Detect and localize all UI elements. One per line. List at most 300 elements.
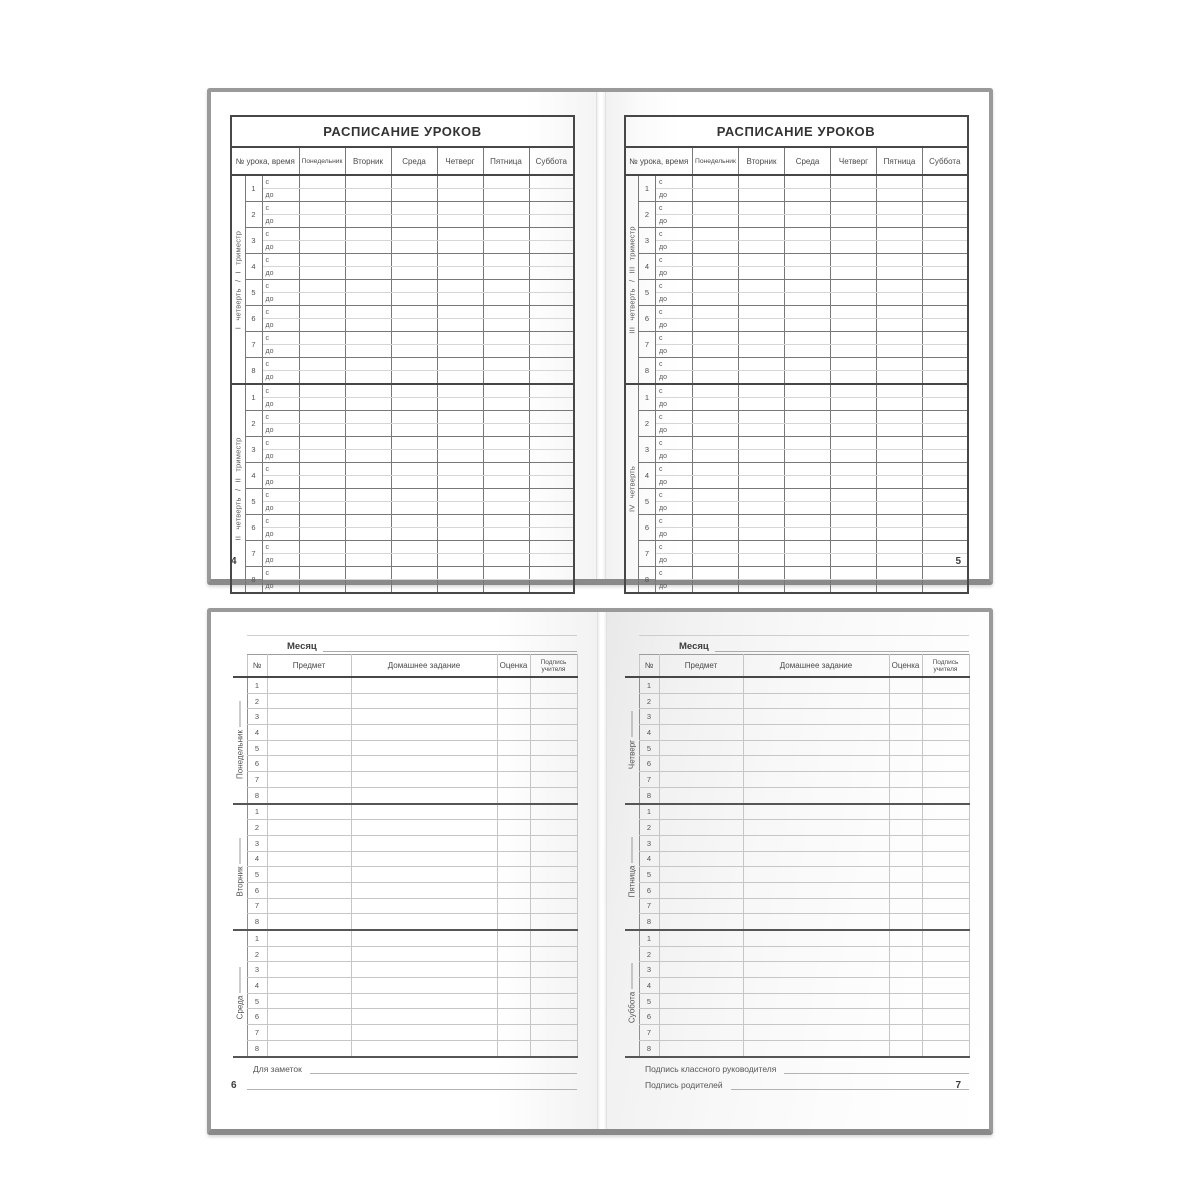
timetable-cell (785, 489, 831, 502)
timetable-cell (299, 541, 345, 554)
timetable-cell (923, 580, 968, 594)
timetable-cell (437, 241, 483, 254)
timetable-cell (693, 254, 739, 267)
row-number: 7 (639, 898, 659, 914)
homework-cell (267, 882, 351, 898)
timetable-cell (923, 358, 968, 371)
timetable-cell (299, 515, 345, 528)
row-number: 4 (639, 978, 659, 994)
homework-cell (497, 677, 530, 693)
timetable-spread (207, 88, 993, 590)
homework-cell (530, 1040, 577, 1056)
homework-cell (922, 1025, 969, 1041)
timetable-cell (299, 371, 345, 385)
homework-cell (351, 677, 497, 693)
time-to-cell: до (262, 528, 299, 541)
row-number: 8 (639, 914, 659, 930)
homework-cell (889, 835, 922, 851)
lesson-number: 4 (245, 254, 262, 280)
row-number: 5 (639, 993, 659, 1009)
homework-cell (922, 914, 969, 930)
timetable-cell (483, 306, 529, 319)
timetable-cell (391, 345, 437, 358)
timetable-cell (831, 489, 877, 502)
homework-cell (922, 693, 969, 709)
row-number: 6 (247, 882, 267, 898)
timetable-cell (437, 554, 483, 567)
row-number: 2 (247, 946, 267, 962)
timetable-cell (739, 502, 785, 515)
timetable-cell (693, 567, 739, 580)
lesson-number: 8 (639, 567, 656, 594)
homework-cell (497, 1040, 530, 1056)
footer-row (247, 1074, 577, 1090)
time-from-cell: с (656, 254, 693, 267)
timetable-cell (391, 215, 437, 228)
homework-cell (922, 946, 969, 962)
timetable-cell (299, 202, 345, 215)
timetable-cell (529, 228, 574, 241)
timetable-cell (785, 384, 831, 398)
month-write-line (323, 641, 577, 652)
timetable-cell (437, 463, 483, 476)
homework-cell (889, 740, 922, 756)
timetable-cell (529, 267, 574, 280)
timetable-cell (785, 202, 831, 215)
homework-cell (267, 709, 351, 725)
page-number: 7 (955, 1080, 961, 1091)
homework-cell (659, 898, 743, 914)
row-number: 2 (247, 820, 267, 836)
column-header: № (639, 655, 659, 678)
timetable-cell (391, 463, 437, 476)
homework-cell (267, 756, 351, 772)
timetable-cell (785, 293, 831, 306)
homework-cell (743, 882, 889, 898)
timetable-cell (923, 541, 968, 554)
homework-cell (497, 978, 530, 994)
lesson-number: 6 (639, 515, 656, 541)
timetable-cell (877, 215, 923, 228)
homework-cell (351, 914, 497, 930)
homework-table (233, 654, 578, 1058)
day-label: Среда (235, 935, 244, 1051)
day-header: Понедельник (693, 147, 739, 175)
timetable-cell (785, 437, 831, 450)
lesson-number: 1 (639, 384, 656, 411)
timetable-cell (693, 215, 739, 228)
timetable-cell (877, 254, 923, 267)
quarter-label-cell (231, 175, 245, 384)
timetable-cell (877, 554, 923, 567)
footer-label: Для заметок (253, 1063, 302, 1074)
day-label-cell (233, 804, 247, 931)
timetable-cell (831, 280, 877, 293)
homework-cell (497, 946, 530, 962)
lesson-number: 3 (245, 437, 262, 463)
timetable-cell (877, 476, 923, 489)
timetable-cell (345, 450, 391, 463)
row-number: 3 (639, 709, 659, 725)
homework-cell (659, 677, 743, 693)
timetable-cell (529, 175, 574, 189)
page-4-timetable (211, 92, 596, 590)
homework-cell (889, 978, 922, 994)
row-number: 1 (639, 804, 659, 820)
lesson-number: 8 (639, 358, 656, 385)
lesson-number: 5 (639, 489, 656, 515)
timetable-cell (437, 202, 483, 215)
timetable-cell (345, 280, 391, 293)
time-from-cell: с (656, 306, 693, 319)
day-label-cell (233, 677, 247, 804)
homework-cell (743, 693, 889, 709)
time-to-cell: до (656, 319, 693, 332)
time-from-cell: с (656, 411, 693, 424)
homework-cell (659, 867, 743, 883)
timetable-cell (831, 371, 877, 385)
timetable-cell (739, 175, 785, 189)
day-column-header (233, 655, 247, 678)
timetable-cell (739, 476, 785, 489)
homework-cell (889, 1025, 922, 1041)
homework-cell (922, 772, 969, 788)
timetable-cell (923, 502, 968, 515)
row-number: 3 (639, 835, 659, 851)
timetable-table (230, 115, 575, 594)
time-to-cell: до (262, 450, 299, 463)
timetable-cell (299, 476, 345, 489)
homework-cell (889, 867, 922, 883)
column-header: Оценка (889, 655, 922, 678)
homework-cell (497, 851, 530, 867)
day-write-line (239, 837, 240, 863)
homework-cell (267, 930, 351, 946)
timetable-cell (483, 463, 529, 476)
timetable-cell (391, 398, 437, 411)
timetable-cell (739, 450, 785, 463)
time-from-cell: с (656, 228, 693, 241)
homework-cell (889, 914, 922, 930)
timetable-cell (437, 267, 483, 280)
timetable-cell (437, 371, 483, 385)
timetable-cell (831, 437, 877, 450)
homework-cell (743, 709, 889, 725)
homework-cell (889, 787, 922, 803)
row-number: 4 (639, 725, 659, 741)
timetable-cell (483, 567, 529, 580)
column-header: Домашнее задание (743, 655, 889, 678)
timetable-cell (877, 411, 923, 424)
timetable-cell (739, 463, 785, 476)
timetable-cell (877, 175, 923, 189)
homework-cell (743, 851, 889, 867)
homework-cell (497, 882, 530, 898)
timetable-cell (529, 489, 574, 502)
timetable-cell (483, 293, 529, 306)
footer-write-line (731, 1080, 969, 1090)
timetable-cell (299, 580, 345, 594)
timetable-cell (831, 306, 877, 319)
homework-cell (743, 804, 889, 820)
row-number: 7 (247, 1025, 267, 1041)
lesson-number: 8 (245, 358, 262, 385)
timetable-cell (785, 358, 831, 371)
timetable-cell (831, 332, 877, 345)
row-number: 4 (247, 851, 267, 867)
timetable-cell (877, 398, 923, 411)
homework-cell (267, 898, 351, 914)
timetable-cell (693, 463, 739, 476)
row-number: 8 (247, 787, 267, 803)
homework-cell (267, 693, 351, 709)
timetable-cell (831, 293, 877, 306)
timetable-cell (785, 319, 831, 332)
timetable-cell (345, 319, 391, 332)
homework-cell (497, 898, 530, 914)
timetable-cell (923, 424, 968, 437)
timetable-cell (877, 384, 923, 398)
time-to-cell: до (656, 450, 693, 463)
timetable-cell (785, 424, 831, 437)
timetable-cell (693, 332, 739, 345)
timetable-cell (299, 267, 345, 280)
day-label-cell (625, 804, 639, 931)
timetable-cell (529, 398, 574, 411)
timetable-cell (437, 424, 483, 437)
timetable-cell (785, 398, 831, 411)
homework-cell (922, 882, 969, 898)
timetable-cell (831, 515, 877, 528)
row-number: 8 (247, 914, 267, 930)
day-write-line (239, 701, 240, 727)
timetable-cell (529, 202, 574, 215)
homework-cell (267, 740, 351, 756)
timetable-cell (831, 476, 877, 489)
time-from-cell: с (262, 280, 299, 293)
timetable-cell (437, 345, 483, 358)
homework-cell (922, 993, 969, 1009)
homework-cell (530, 677, 577, 693)
timetable-cell (345, 254, 391, 267)
time-to-cell: до (656, 580, 693, 594)
homework-cell (743, 725, 889, 741)
timetable-cell (923, 202, 968, 215)
homework-cell (267, 725, 351, 741)
homework-cell (659, 693, 743, 709)
timetable-cell (877, 189, 923, 202)
homework-cell (743, 978, 889, 994)
time-from-cell: с (262, 515, 299, 528)
timetable-cell (437, 175, 483, 189)
timetable-cell (345, 554, 391, 567)
timetable-cell (391, 371, 437, 385)
timetable-cell (299, 228, 345, 241)
timetable-cell (345, 358, 391, 371)
timetable-cell (391, 450, 437, 463)
timetable-cell (345, 202, 391, 215)
time-to-cell: до (656, 267, 693, 280)
timetable-cell (299, 528, 345, 541)
homework-cell (267, 820, 351, 836)
timetable-cell (299, 332, 345, 345)
timetable-cell (345, 371, 391, 385)
row-number: 4 (247, 978, 267, 994)
timetable-cell (785, 189, 831, 202)
timetable-cell (923, 450, 968, 463)
timetable-cell (345, 228, 391, 241)
timetable-cell (529, 358, 574, 371)
row-number: 1 (639, 677, 659, 693)
homework-cell (351, 1040, 497, 1056)
timetable-cell (831, 175, 877, 189)
timetable-cell (739, 202, 785, 215)
row-number: 6 (247, 756, 267, 772)
book-seam (597, 612, 607, 1129)
time-to-cell: до (262, 424, 299, 437)
row-number: 3 (639, 962, 659, 978)
timetable-cell (923, 319, 968, 332)
lesson-time-header: № урока, время (625, 147, 693, 175)
timetable-cell (483, 358, 529, 371)
timetable-cell (345, 476, 391, 489)
time-to-cell: до (262, 398, 299, 411)
timetable-cell (739, 541, 785, 554)
homework-cell (922, 804, 969, 820)
timetable-cell (923, 215, 968, 228)
timetable-cell (693, 175, 739, 189)
timetable-cell (345, 345, 391, 358)
homework-cell (267, 867, 351, 883)
timetable-cell (923, 345, 968, 358)
homework-cell (530, 978, 577, 994)
time-from-cell: с (656, 489, 693, 502)
homework-cell (267, 1009, 351, 1025)
time-to-cell: до (262, 345, 299, 358)
timetable-cell (785, 554, 831, 567)
homework-cell (351, 740, 497, 756)
timetable-cell (345, 332, 391, 345)
timetable-cell (299, 345, 345, 358)
homework-cell (659, 914, 743, 930)
timetable-cell (483, 189, 529, 202)
homework-cell (267, 772, 351, 788)
time-from-cell: с (262, 254, 299, 267)
timetable-cell (877, 228, 923, 241)
time-to-cell: до (656, 502, 693, 515)
timetable-cell (345, 489, 391, 502)
row-number: 8 (639, 1040, 659, 1056)
timetable-cell (529, 371, 574, 385)
timetable-cell (345, 241, 391, 254)
time-from-cell: с (656, 384, 693, 398)
timetable-cell (345, 437, 391, 450)
timetable-cell (483, 411, 529, 424)
timetable-cell (693, 228, 739, 241)
lesson-number: 2 (245, 202, 262, 228)
timetable-cell (785, 580, 831, 594)
timetable-cell (529, 411, 574, 424)
homework-cell (351, 851, 497, 867)
timetable-cell (345, 567, 391, 580)
timetable-cell (391, 528, 437, 541)
timetable-cell (437, 567, 483, 580)
column-header: Подпись учителя (530, 655, 577, 678)
timetable-cell (299, 489, 345, 502)
timetable-cell (345, 398, 391, 411)
homework-cell (530, 898, 577, 914)
timetable-cell (739, 280, 785, 293)
homework-cell (530, 993, 577, 1009)
timetable-cell (299, 450, 345, 463)
timetable-cell (437, 189, 483, 202)
lesson-number: 3 (639, 228, 656, 254)
timetable-cell (529, 541, 574, 554)
timetable-cell (299, 241, 345, 254)
timetable-cell (693, 358, 739, 371)
row-number: 7 (247, 772, 267, 788)
footer-label: Подпись классного руководителя (645, 1063, 777, 1074)
lesson-number: 7 (639, 541, 656, 567)
timetable-cell (739, 215, 785, 228)
column-header: Домашнее задание (351, 655, 497, 678)
timetable-cell (529, 424, 574, 437)
time-from-cell: с (656, 463, 693, 476)
homework-cell (530, 851, 577, 867)
timetable-cell (483, 528, 529, 541)
day-label-cell (233, 930, 247, 1057)
homework-cell (889, 993, 922, 1009)
homework-cell (267, 946, 351, 962)
homework-cell (659, 772, 743, 788)
homework-cell (889, 804, 922, 820)
time-to-cell: до (656, 554, 693, 567)
footer-write-line (310, 1064, 577, 1074)
timetable-cell (529, 384, 574, 398)
homework-cell (889, 756, 922, 772)
lesson-number: 5 (245, 489, 262, 515)
homework-cell (351, 1009, 497, 1025)
homework-cell (922, 835, 969, 851)
timetable-cell (391, 489, 437, 502)
timetable-cell (923, 241, 968, 254)
homework-cell (351, 756, 497, 772)
footer-write-line (247, 1080, 577, 1090)
timetable-cell (785, 254, 831, 267)
homework-cell (351, 1025, 497, 1041)
homework-cell (530, 740, 577, 756)
timetable-cell (739, 371, 785, 385)
timetable-cell (693, 580, 739, 594)
timetable-cell (831, 502, 877, 515)
timetable-cell (877, 502, 923, 515)
homework-cell (497, 835, 530, 851)
timetable-cell (831, 241, 877, 254)
timetable-cell (483, 489, 529, 502)
homework-cell (743, 740, 889, 756)
timetable-cell (391, 319, 437, 332)
time-from-cell: с (262, 332, 299, 345)
timetable-cell (483, 241, 529, 254)
homework-cell (267, 914, 351, 930)
homework-cell (497, 1025, 530, 1041)
timetable-cell (345, 528, 391, 541)
row-number: 2 (639, 820, 659, 836)
homework-cell (889, 1009, 922, 1025)
homework-cell (497, 930, 530, 946)
homework-cell (743, 993, 889, 1009)
timetable-cell (877, 541, 923, 554)
